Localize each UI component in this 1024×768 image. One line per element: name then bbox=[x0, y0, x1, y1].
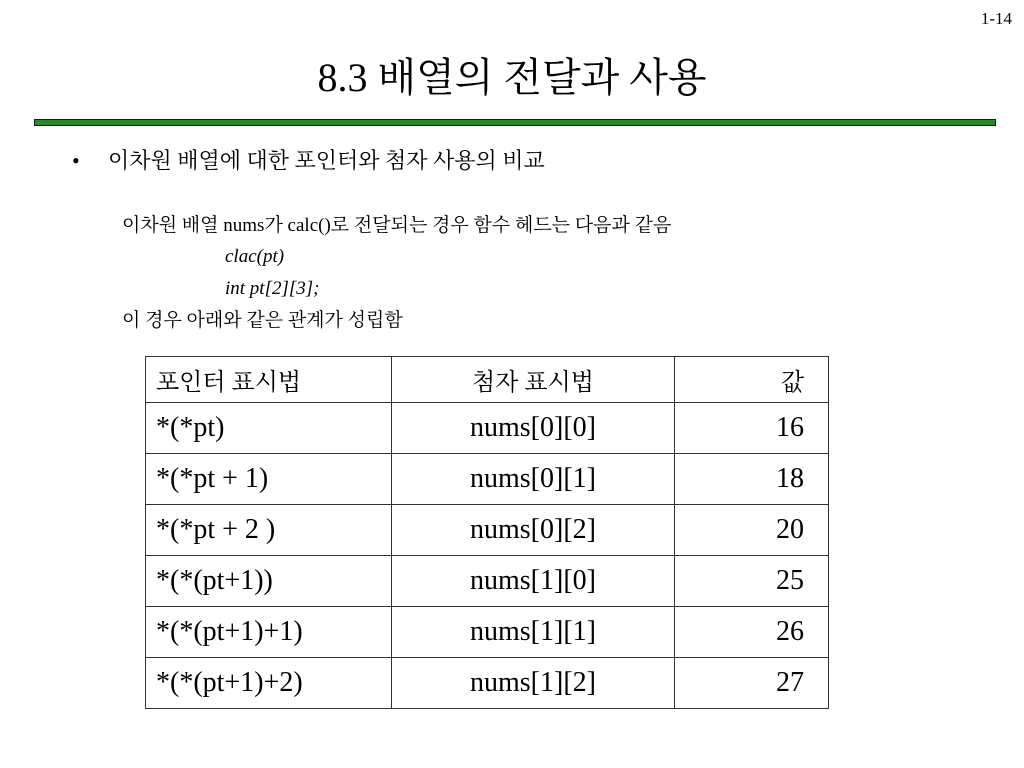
value-cell: 18 bbox=[675, 454, 829, 505]
table-row bbox=[146, 658, 829, 709]
code-line: int pt[2][3]; bbox=[225, 278, 320, 299]
table-row bbox=[146, 607, 829, 658]
value-cell: 25 bbox=[675, 556, 829, 607]
table-header-row bbox=[146, 357, 829, 403]
header-subscript-notation: 첨자 표시법 bbox=[392, 357, 675, 403]
slide-title: 8.3 배열의 전달과 사용 bbox=[317, 55, 707, 100]
description-line: 이 경우 아래와 같은 관계가 성립함 bbox=[122, 310, 403, 331]
notation-table bbox=[145, 356, 829, 709]
subscript-cell: nums[0][0] bbox=[392, 403, 675, 454]
value-cell: 20 bbox=[675, 505, 829, 556]
value-cell: 16 bbox=[675, 403, 829, 454]
page-number: 1-14 bbox=[980, 9, 1012, 28]
code-line: clac(pt) bbox=[225, 246, 285, 267]
subscript-cell: nums[1][1] bbox=[392, 607, 675, 658]
subscript-cell: nums[1][0] bbox=[392, 556, 675, 607]
pointer-cell: *(*(pt+1)+2) bbox=[146, 658, 392, 709]
title-divider bbox=[34, 119, 996, 126]
table-row bbox=[146, 505, 829, 556]
pointer-cell: *(*pt) bbox=[146, 403, 392, 454]
pointer-cell: *(*(pt+1)) bbox=[146, 556, 392, 607]
subscript-cell: nums[1][2] bbox=[392, 658, 675, 709]
description-line: 이차원 배열 nums가 calc()로 전달되는 경우 함수 헤드는 다음과 같음 bbox=[122, 215, 672, 236]
value-cell: 27 bbox=[675, 658, 829, 709]
bullet-text: 이차원 배열에 대한 포인터와 첨자 사용의 비교 bbox=[108, 148, 545, 173]
subscript-cell: nums[0][2] bbox=[392, 505, 675, 556]
header-pointer-notation: 포인터 표시법 bbox=[146, 357, 392, 403]
pointer-cell: *(*(pt+1)+1) bbox=[146, 607, 392, 658]
pointer-cell: *(*pt + 1) bbox=[146, 454, 392, 505]
subscript-cell: nums[0][1] bbox=[392, 454, 675, 505]
table-row bbox=[146, 454, 829, 505]
bullet-dot-icon: • bbox=[72, 148, 80, 173]
header-value: 값 bbox=[675, 357, 829, 403]
table-row bbox=[146, 556, 829, 607]
value-cell: 26 bbox=[675, 607, 829, 658]
pointer-cell: *(*pt + 2 ) bbox=[146, 505, 392, 556]
bullet-item bbox=[72, 147, 545, 175]
table-row bbox=[146, 403, 829, 454]
